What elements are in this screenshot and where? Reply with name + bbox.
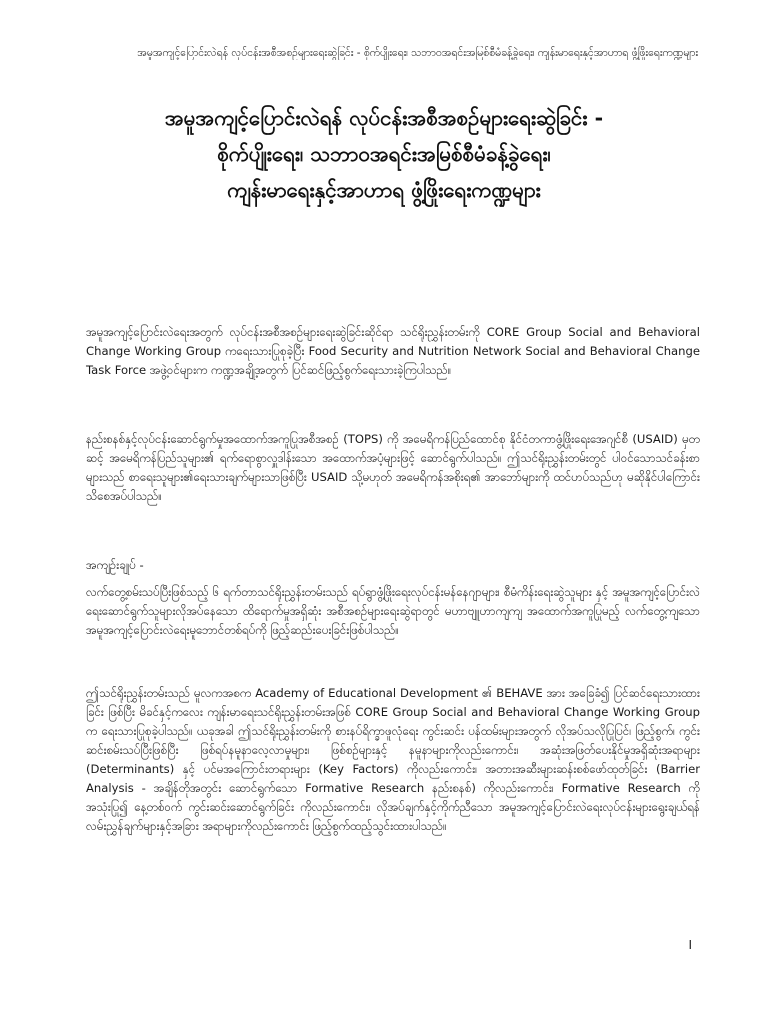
page-title bbox=[96, 100, 672, 208]
running-header: အမူအကျင့်ပြောင်းလဲရန် လုပ်ငန်းအစီအစဉ်များရေးဆွဲခြင်း - စိုက်ပျိုးရေး၊ သဘာဝအရင်းအမြစ်စီမံခန့်ခွဲရေး၊ ကျန်းမာရေးနှင့်အာဟာရ ဖွံ့ဖြိုးရေးကဏ္ဍများ bbox=[137, 47, 698, 59]
summary-paragraph-1: လက်တွေ့စမ်းသပ်ပြီးဖြစ်သည့် ၆ ရက်တာသင်ရိုးညွှန်းတမ်းသည် ရပ်ရွာဖွံ့ဖြိုးရေးလုပ်ငန်းမန်နေဂျာများ၊ စီမံကိန်းရေးဆွဲသူများ နှင့် အမူအကျင့်ပြောင်းလဲရေးဆောင်ရွက်သူများလိုအပ်နေသော ထိရောက်မှုအရှိဆုံး အစီအစဉ်များရေးဆွဲရာတွင် မဟာဗျူဟာကျကျ အထောက်အကူပြုမည့် လက်တွေ့ကျသော အမူအကျင့်ပြောင်းလဲရေးမူဘောင်တစ်ရပ်ကို ဖြည့်ဆည်းပေးခြင်းဖြစ်ပါသည်။ bbox=[86, 585, 700, 637]
page-number: I bbox=[688, 938, 692, 952]
title-line-1: အမူအကျင့်ပြောင်းလဲရန် လုပ်ငန်းအစီအစဉ်များရေးဆွဲခြင်း - bbox=[164, 106, 604, 130]
title-line-2: စိုက်ပျိုးရေး၊ သဘာဝအရင်းအမြစ်စီမံခန့်ခွဲရေး၊ bbox=[217, 142, 551, 166]
title-line-3: ကျန်းမာရေးနှင့်အာဟာရ ဖွံ့ဖြိုးရေးကဏ္ဍများ bbox=[227, 178, 541, 202]
summary-heading: အကျဉ်းချုပ် - bbox=[86, 558, 144, 572]
summary-paragraph-2: ဤသင်ရိုးညွှန်းတမ်းသည် မူလကအစက Academy of Educational Development ၏ BEHAVE အား အခြေခံ၍ ပြင်ဆင်ရေးသားထားခြင်း ဖြစ်ပြီး မိခင်နှင့်ကလေး ကျန်းမာရေးသင်ရိုးညွှန်းတမ်းအဖြစ် CORE Group Social and Behavioral Change Working Group က ရေးသားပြုစုခဲ့ပါသည်။ ယခုအခါ ဤသင်ရိုးညွှန်းတမ်းကို စားနပ်ရိက္ခာဖူလုံရေး ကွင်းဆင်း ပန်ထမ်းများအတွက် လိုအပ်သလိုပြုပြင်၊ ဖြည့်စွက်၊ ကွင်းဆင်းစမ်းသပ်ပြီးဖြစ်ပြီး ဖြစ်ရပ်နမူနာလေ့လာမှုများ၊ ဖြစ်စဉ်များနှင့် နမူနာများကိုလည်းကောင်း၊ အဆုံးအဖြတ်ပေးနိုင်မှုအရှိဆုံးအရာများ (Determinants) နှင့် ပင်မအကြောင်းတရားများ (Key Factors) ကိုလည်းကောင်း၊ အတားအဆီးများဆန်းစစ်ဖော်ထုတ်ခြင်း (Barrier Analysis - အချိန်တိုအတွင်း ဆောင်ရွက်သော Formative Research နည်းစနစ်) ကိုလည်းကောင်း၊ Formative Research ကိုအသုံးပြု၍ နေ့တစ်ဝက် ကွင်းဆင်းဆောင်ရွက်ခြင်း ကိုလည်းကောင်း၊ လိုအပ်ချက်နှင့်ကိုက်ညီသော အမူအကျင့်ပြောင်းလဲရေးလုပ်ငန်းများရွေးချယ်ရန် လမ်းညွှန်ချက်များနှင့်အခြား အရာများကိုလည်းကောင်း ဖြည့်စွက်ထည့်သွင်းထားပါသည်။ bbox=[86, 686, 700, 833]
acknowledgement-paragraph: အမူအကျင့်ပြောင်းလဲရေးအတွက် လုပ်ငန်းအစီအစဉ်များရေးဆွဲခြင်းဆိုင်ရာ သင်ရိုးညွှန်းတမ်းကို CORE Group Social and Behavioral Change Working Group ကရေးသားပြုစုခဲ့ပြီး Food Security and Nutrition Network Social and Behavioral Change Task Force အဖွဲ့ဝင်များက ကဏ္ဍအချို့အတွက် ပြင်ဆင်ဖြည့်စွက်ရေးသားခဲ့ကြပါသည်။ bbox=[86, 325, 700, 377]
disclaimer-paragraph: နည်းစနစ်နှင့်လုပ်ငန်းဆောင်ရွက်မှုအထောက်အကူပြုအစီအစဉ် (TOPS) ကို အမေရိကန်ပြည်ထောင်စု နိုင်ငံတကာဖွံ့ဖြိုးရေးအေဂျင်စီ (USAID) မှတဆင့် အမေရိကန်ပြည်သူများ၏ ရက်ရောစွာလှူဒါန်းသော အထောက်အပံ့များဖြင့် ဆောင်ရွက်ပါသည်။ ဤသင်ရိုးညွှန်းတမ်းတွင် ပါဝင်သောသင်ခန်းစာများသည် စာရေးသူများ၏ရေးသားချက်များသာဖြစ်ပြီး USAID သို့မဟုတ် အမေရိကန်အစိုးရ၏ အာဘော်များကို ထင်ဟပ်သည်ဟု မဆိုနိုင်ပါကြောင်း သိစေအပ်ပါသည်။ bbox=[86, 432, 700, 503]
